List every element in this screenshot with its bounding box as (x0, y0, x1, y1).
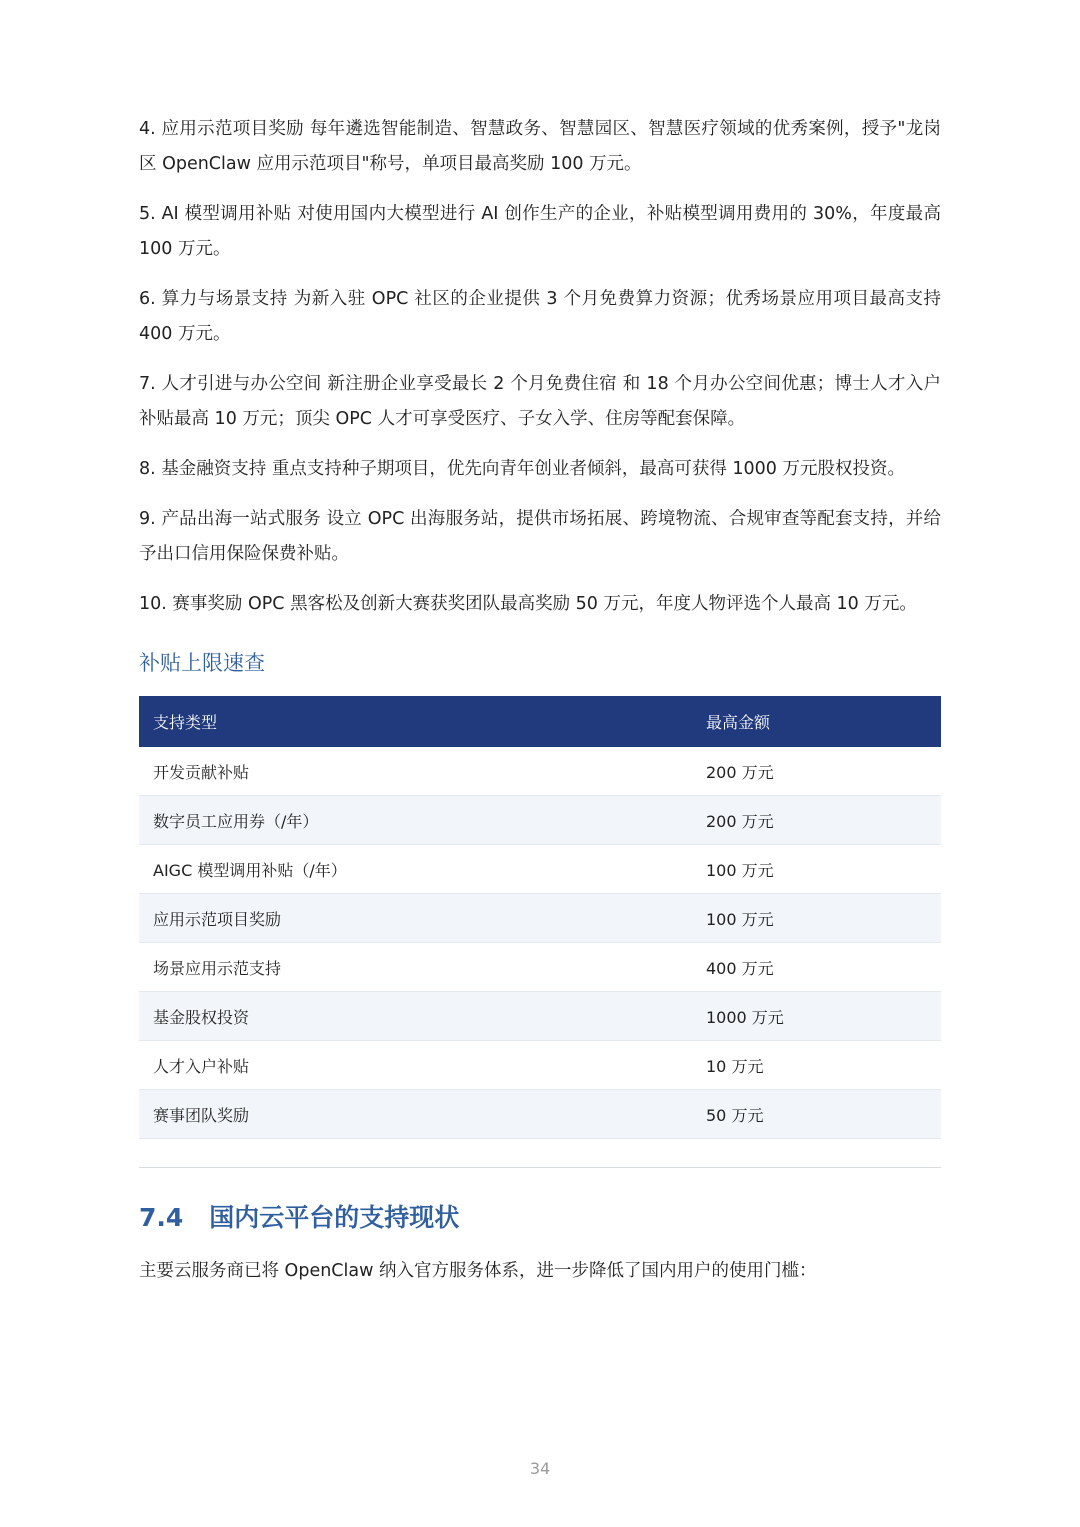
page-number: 34 (529, 1459, 551, 1478)
section-number: 7.4 (139, 1203, 184, 1232)
paragraph-item-5: 5. AI 模型调用补贴 对使用国内大模型进行 AI 创作生产的企业，补贴模型调用费用的 30%，年度最高 100 万元。 (139, 204, 941, 259)
cell-type: AIGC 模型调用补贴（/年） (139, 845, 692, 894)
quota-table (139, 696, 941, 1139)
section-heading (139, 1198, 941, 1238)
table-row (139, 894, 941, 943)
paragraph-item-9: 9. 产品出海一站式服务 设立 OPC 出海服务站，提供市场拓展、跨境物流、合规审查等配套支持，并给予出口信用保险保费补贴。 (139, 509, 941, 564)
paragraph-item-10: 10. 赛事奖励 OPC 黑客松及创新大赛获奖团队最高奖励 50 万元，年度人物评选个人最高 10 万元。 (139, 594, 917, 614)
table-row (139, 992, 941, 1041)
cell-amount: 10 万元 (692, 1041, 941, 1090)
table-header-row (139, 696, 941, 747)
paragraph-item-4: 4. 应用示范项目奖励 每年遴选智能制造、智慧政务、智慧园区、智慧医疗领域的优秀案例，授予"龙岗区 OpenClaw 应用示范项目"称号，单项目最高奖励 100 万元。 (139, 119, 941, 174)
cell-amount: 400 万元 (692, 943, 941, 992)
table-row (139, 943, 941, 992)
cell-type: 开发贡献补贴 (139, 747, 692, 796)
table-row (139, 1090, 941, 1139)
table-row (139, 1041, 941, 1090)
paragraph-item-8: 8. 基金融资支持 重点支持种子期项目，优先向青年创业者倾斜，最高可获得 1000 万元股权投资。 (139, 459, 905, 479)
column-header-amount: 最高金额 (692, 696, 941, 747)
cell-type: 基金股权投资 (139, 992, 692, 1041)
cell-amount: 200 万元 (692, 747, 941, 796)
section-intro: 主要云服务商已将 OpenClaw 纳入官方服务体系，进一步降低了国内用户的使用门槛： (139, 1261, 817, 1281)
cell-type: 应用示范项目奖励 (139, 894, 692, 943)
cell-amount: 100 万元 (692, 845, 941, 894)
cell-type: 场景应用示范支持 (139, 943, 692, 992)
cell-type: 数字员工应用券（/年） (139, 796, 692, 845)
column-header-type: 支持类型 (139, 696, 692, 747)
cell-amount: 100 万元 (692, 894, 941, 943)
cell-type: 赛事团队奖励 (139, 1090, 692, 1139)
paragraph-item-7: 7. 人才引进与办公空间 新注册企业享受最长 2 个月免费住宿 和 18 个月办公空间优惠；博士人才入户补贴最高 10 万元；顶尖 OPC 人才可享受医疗、子女入学、住房等配套保障。 (139, 374, 941, 429)
table-row (139, 796, 941, 845)
cell-amount: 200 万元 (692, 796, 941, 845)
quota-heading: 补贴上限速查 (139, 651, 265, 675)
cell-type: 人才入户补贴 (139, 1041, 692, 1090)
cell-amount: 50 万元 (692, 1090, 941, 1139)
section-divider (139, 1167, 941, 1168)
table-row (139, 747, 941, 796)
section-title: 国内云平台的支持现状 (209, 1203, 460, 1232)
table-row (139, 845, 941, 894)
paragraph-item-6: 6. 算力与场景支持 为新入驻 OPC 社区的企业提供 3 个月免费算力资源；优秀场景应用项目最高支持 400 万元。 (139, 289, 941, 344)
cell-amount: 1000 万元 (692, 992, 941, 1041)
page-content (139, 112, 941, 1289)
